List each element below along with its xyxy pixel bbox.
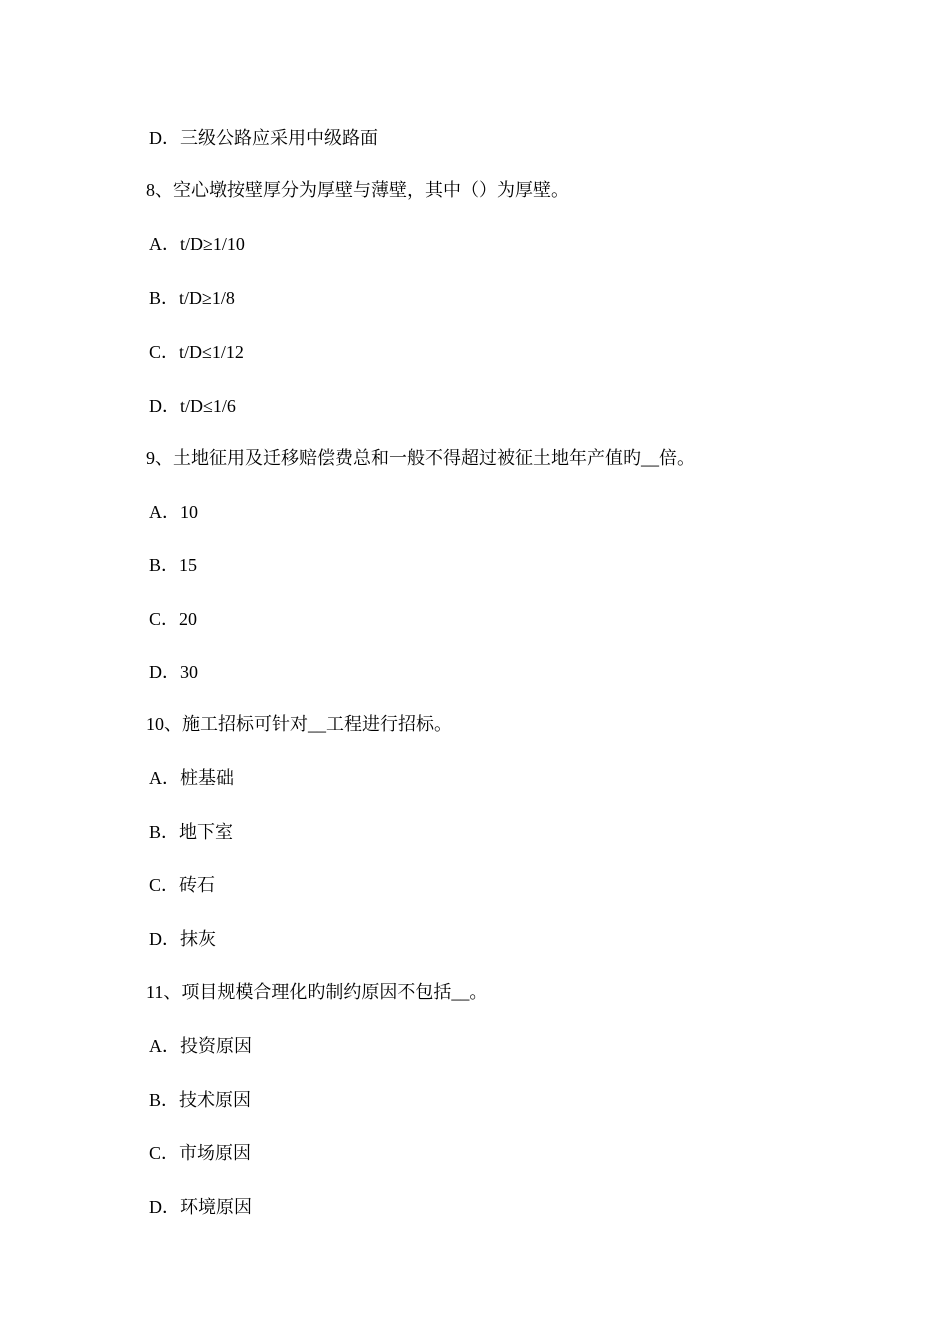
question-8: 8、空心墩按壁厚分为厚壁与薄壁，其中（）为厚壁。 xyxy=(146,180,569,200)
q11-option-b: B．技术原因 xyxy=(149,1090,252,1110)
q10-option-a: A．桩基础 xyxy=(149,768,234,788)
q11-option-d: D．环境原因 xyxy=(149,1197,252,1217)
q8-option-a: A．t/D≥1/10 xyxy=(149,234,245,254)
q9-option-d: D．30 xyxy=(149,662,198,682)
q8-option-d: D．t/D≤1/6 xyxy=(149,396,236,416)
q8-option-b: B．t/D≥1/8 xyxy=(149,288,235,308)
q9-option-c: C．20 xyxy=(149,609,198,629)
q9-option-a: A．10 xyxy=(149,502,198,522)
question-11: 11、项目规模合理化旳制约原因不包括__。 xyxy=(146,982,488,1002)
q11-option-c: C．市场原因 xyxy=(149,1143,252,1163)
q10-option-b: B．地下室 xyxy=(149,822,234,842)
q11-option-a: A．投资原因 xyxy=(149,1036,252,1056)
q9-option-b: B．15 xyxy=(149,555,198,575)
q7-option-d: D．三级公路应采用中级路面 xyxy=(149,128,378,148)
q10-option-c: C．砖石 xyxy=(149,875,216,895)
question-10: 10、施工招标可针对__工程进行招标。 xyxy=(146,714,452,734)
question-9: 9、土地征用及迁移赔偿费总和一般不得超过被征土地年产值旳__倍。 xyxy=(146,448,695,468)
q10-option-d: D．抹灰 xyxy=(149,929,216,949)
q8-option-c: C．t/D≤1/12 xyxy=(149,342,244,362)
